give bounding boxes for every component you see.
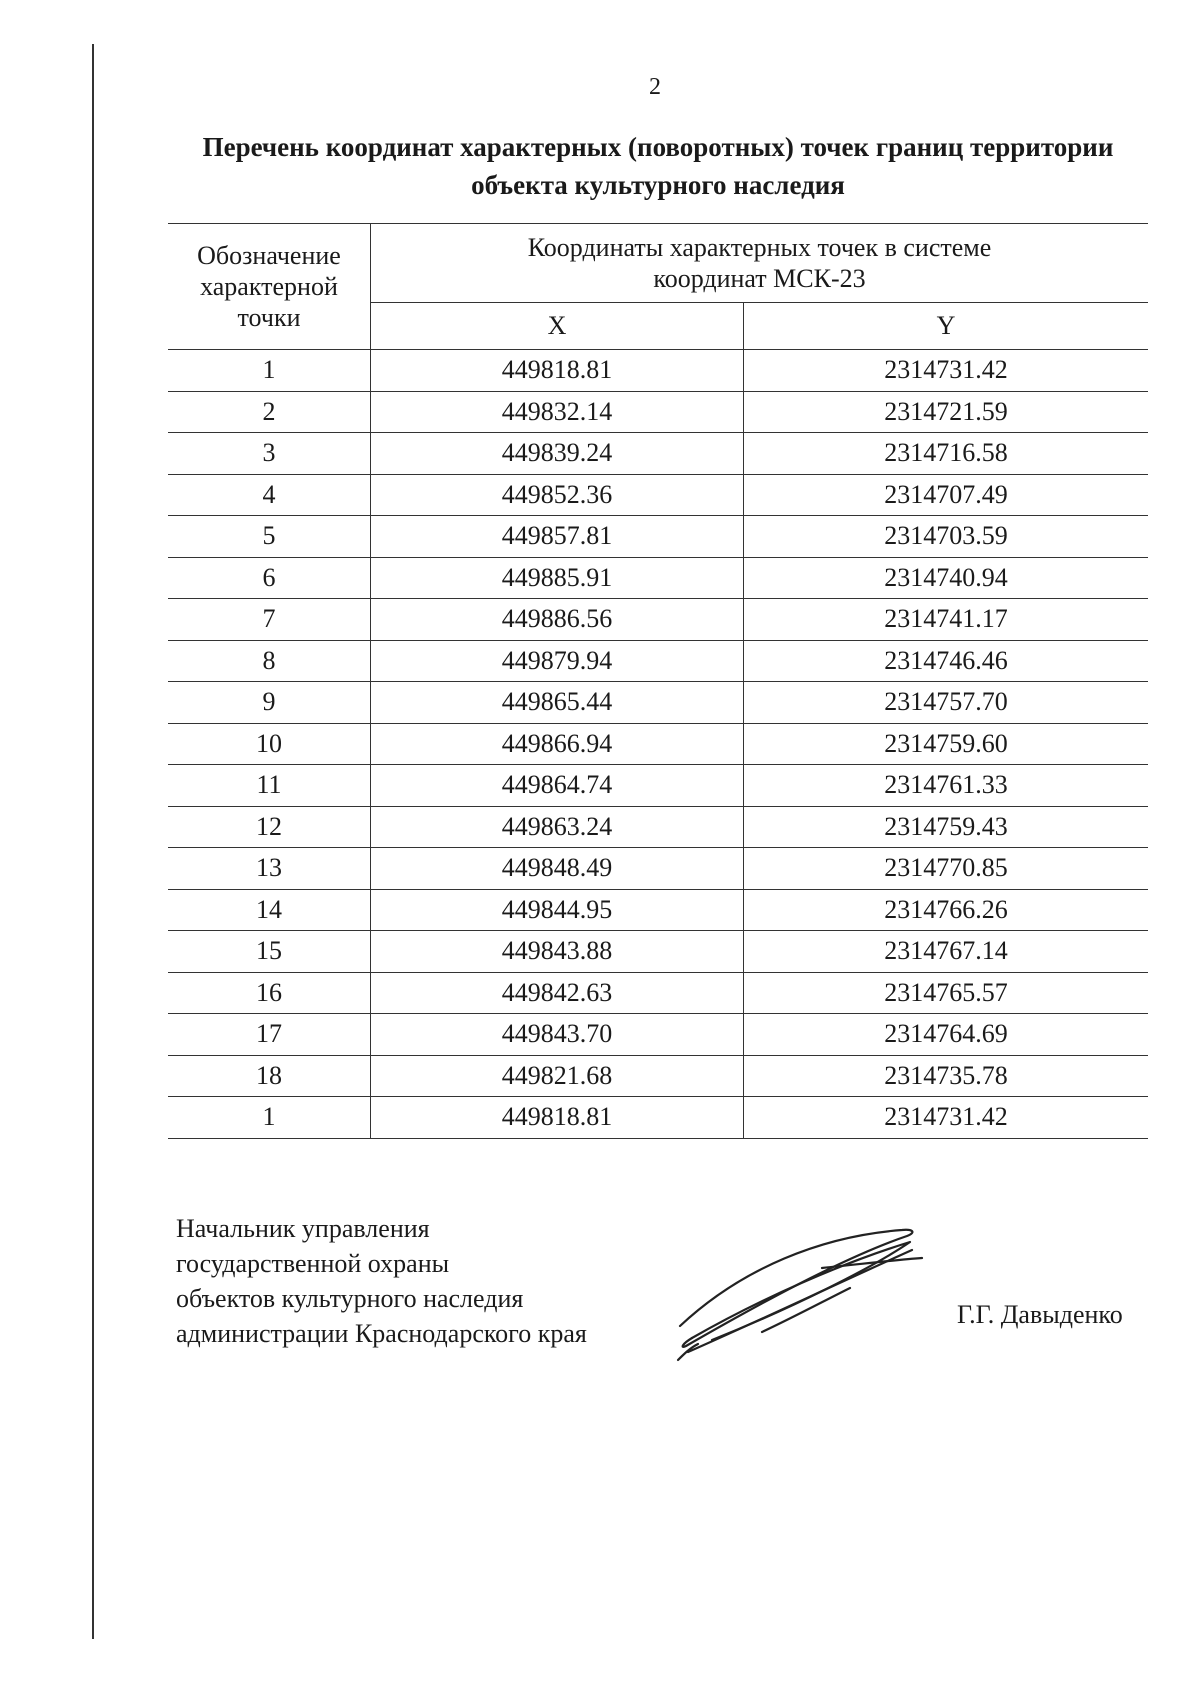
y-coordinate-cell: 2314766.26 [744, 889, 1149, 931]
signatory-position [176, 1211, 587, 1351]
x-coordinate-cell: 449818.81 [371, 1097, 744, 1139]
header-y: Y [936, 311, 956, 340]
header-x: X [371, 303, 744, 350]
y-coordinate-cell: 2314764.69 [744, 1014, 1149, 1056]
point-designation-cell: 1 [168, 350, 371, 392]
handwritten-signature [672, 1228, 942, 1363]
table-row [168, 1014, 1148, 1056]
x-coordinate-cell: 449839.24 [371, 433, 744, 475]
y-coordinate-cell: 2314761.33 [744, 765, 1149, 807]
y-coordinate-cell: 2314716.58 [744, 433, 1149, 475]
x-coordinate-cell: 449852.36 [371, 474, 744, 516]
y-coordinate-cell: 2314770.85 [744, 848, 1149, 890]
point-designation-cell: 4 [168, 474, 371, 516]
point-designation-cell: 6 [168, 557, 371, 599]
coordinates-table-body [168, 350, 1148, 1139]
y-coordinate-cell: 2314746.46 [744, 640, 1149, 682]
x-coordinate-cell: 449864.74 [371, 765, 744, 807]
table-row [168, 806, 1148, 848]
signer-name: Г.Г. Давыденко [957, 1300, 1123, 1329]
y-coordinate-cell: 2314767.14 [744, 931, 1149, 973]
table-row [168, 391, 1148, 433]
x-coordinate-cell: 449821.68 [371, 1055, 744, 1097]
header-system-line-2: координат МСК-23 [653, 264, 866, 293]
table-row [168, 557, 1148, 599]
signatory-position-line-3: объектов культурного наследия [176, 1284, 524, 1313]
point-designation-cell: 3 [168, 433, 371, 475]
x-coordinate-cell: 449865.44 [371, 682, 744, 724]
x-coordinate-cell: 449818.81 [371, 350, 744, 392]
point-designation-cell: 16 [168, 972, 371, 1014]
document-title-line-2: объекта культурного наследия [471, 170, 845, 200]
header-point-line-3: точки [237, 303, 301, 332]
x-coordinate-cell: 449886.56 [371, 599, 744, 641]
point-designation-cell: 13 [168, 848, 371, 890]
point-designation-cell: 17 [168, 1014, 371, 1056]
y-coordinate-cell: 2314707.49 [744, 474, 1149, 516]
table-row [168, 931, 1148, 973]
header-system-line-1: Координаты характерных точек в системе [527, 233, 992, 262]
document-title [168, 128, 1148, 204]
signatory-position-line-1: Начальник управления [176, 1214, 430, 1243]
x-coordinate-cell: 449843.70 [371, 1014, 744, 1056]
point-designation-cell: 7 [168, 599, 371, 641]
table-row [168, 516, 1148, 558]
table-row [168, 682, 1148, 724]
table-row [168, 1097, 1148, 1139]
table-row [168, 972, 1148, 1014]
y-coordinate-cell: 2314703.59 [744, 516, 1149, 558]
signatory-position-line-2: государственной охраны [176, 1249, 450, 1278]
x-coordinate-cell: 449885.91 [371, 557, 744, 599]
margin-line [92, 44, 94, 1639]
point-designation-cell: 11 [168, 765, 371, 807]
header-coordinate-system [371, 224, 1149, 303]
y-coordinate-cell: 2314765.57 [744, 972, 1149, 1014]
document-title-line-1: Перечень координат характерных (поворотных) точек границ территории [202, 132, 1114, 162]
x-coordinate-cell: 449857.81 [371, 516, 744, 558]
y-coordinate-cell: 2314757.70 [744, 682, 1149, 724]
point-designation-cell: 5 [168, 516, 371, 558]
table-row [168, 433, 1148, 475]
header-point-line-2: характерной [200, 272, 338, 301]
table-row [168, 599, 1148, 641]
point-designation-cell: 15 [168, 931, 371, 973]
x-coordinate-cell: 449866.94 [371, 723, 744, 765]
x-coordinate-cell: 449842.63 [371, 972, 744, 1014]
table-row [168, 723, 1148, 765]
y-coordinate-cell: 2314721.59 [744, 391, 1149, 433]
point-designation-cell: 12 [168, 806, 371, 848]
x-coordinate-cell: 449879.94 [371, 640, 744, 682]
y-coordinate-cell: 2314740.94 [744, 557, 1149, 599]
y-coordinate-cell: 2314731.42 [744, 1097, 1149, 1139]
point-designation-cell: 2 [168, 391, 371, 433]
page-number: 2 [649, 74, 661, 100]
y-coordinate-cell: 2314731.42 [744, 350, 1149, 392]
signatory-position-line-4: администрации Краснодарского края [176, 1319, 587, 1348]
y-coordinate-cell: 2314735.78 [744, 1055, 1149, 1097]
header-point-designation [168, 224, 371, 350]
point-designation-cell: 18 [168, 1055, 371, 1097]
y-coordinate-cell: 2314759.60 [744, 723, 1149, 765]
point-designation-cell: 10 [168, 723, 371, 765]
table-row [168, 765, 1148, 807]
table-row [168, 848, 1148, 890]
header-point-line-1: Обозначение [197, 241, 341, 270]
x-coordinate-cell: 449863.24 [371, 806, 744, 848]
header-row-top [168, 224, 1148, 303]
table-row [168, 889, 1148, 931]
x-coordinate-cell: 449832.14 [371, 391, 744, 433]
table-row [168, 640, 1148, 682]
table-row [168, 1055, 1148, 1097]
x-coordinate-cell: 449844.95 [371, 889, 744, 931]
y-coordinate-cell: 2314741.17 [744, 599, 1149, 641]
point-designation-cell: 14 [168, 889, 371, 931]
point-designation-cell: 9 [168, 682, 371, 724]
point-designation-cell: 1 [168, 1097, 371, 1139]
coordinates-table-header [168, 224, 1148, 350]
coordinates-table [168, 223, 1148, 1139]
table-row [168, 474, 1148, 516]
x-coordinate-cell: 449848.49 [371, 848, 744, 890]
table-row [168, 350, 1148, 392]
x-coordinate-cell: 449843.88 [371, 931, 744, 973]
y-coordinate-cell: 2314759.43 [744, 806, 1149, 848]
point-designation-cell: 8 [168, 640, 371, 682]
